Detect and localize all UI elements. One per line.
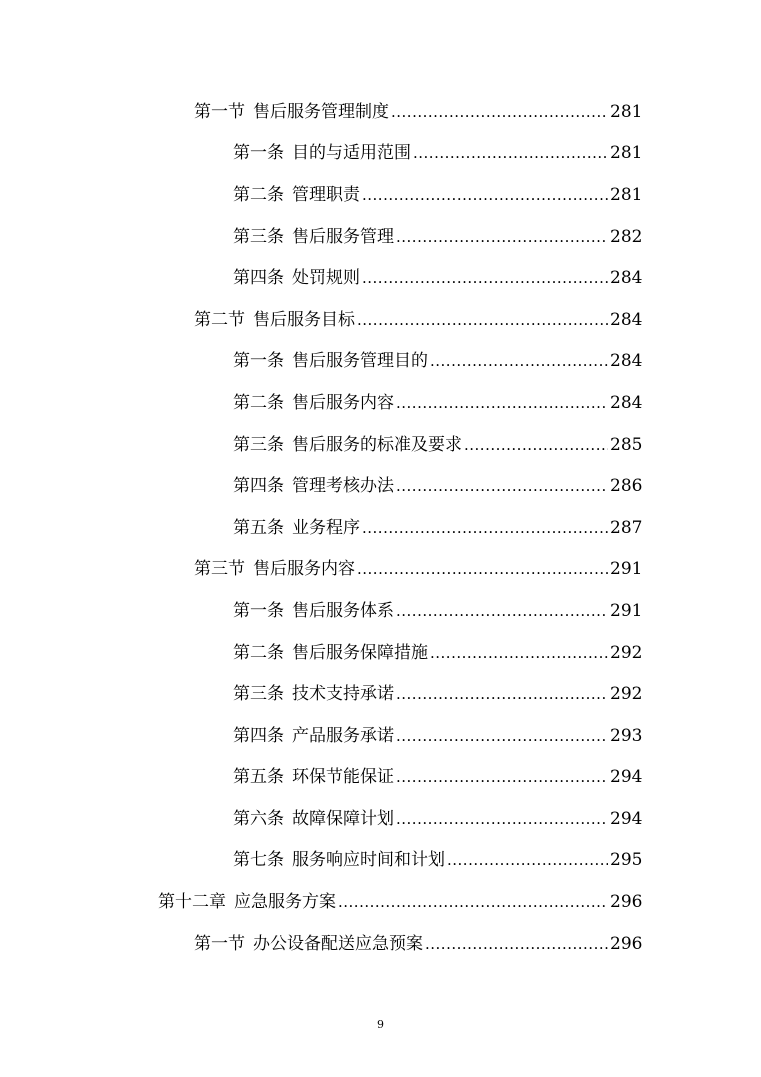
dot-leader <box>362 268 608 288</box>
toc-entry-title: 环保节能保证 <box>292 767 394 788</box>
toc-entry-title: 目的与适用范围 <box>292 143 411 164</box>
page-number: 9 <box>377 1018 384 1031</box>
toc-entry-label <box>233 351 428 371</box>
toc-entry-page: 282 <box>610 226 643 247</box>
dot-leader <box>396 809 608 829</box>
toc-entry-title: 故障保障计划 <box>292 808 394 829</box>
toc-entry-title: 业务程序 <box>292 517 360 538</box>
dot-leader <box>396 393 608 413</box>
toc-entry[interactable] <box>0 174 761 216</box>
dot-leader <box>396 726 608 746</box>
toc-entry-page: 296 <box>610 892 643 913</box>
toc-entry-label <box>194 102 389 122</box>
dot-leader <box>413 143 608 163</box>
toc-entry-title: 售后服务体系 <box>292 600 394 621</box>
toc-entry-title: 办公设备配送应急预案 <box>253 933 423 954</box>
toc-entry-number: 第三条 <box>233 684 284 705</box>
toc-entry-number: 第四条 <box>233 268 284 289</box>
toc-entry[interactable] <box>0 341 761 383</box>
toc-entry-title: 售后服务目标 <box>253 309 355 330</box>
toc-entry-page: 291 <box>610 559 643 580</box>
toc-entry-label <box>233 684 394 704</box>
toc-entry-label <box>233 143 411 163</box>
toc-entry-number: 第三节 <box>194 559 245 580</box>
toc-entry-label <box>233 643 428 663</box>
toc-entry-title: 售后服务内容 <box>292 392 394 413</box>
dot-leader <box>362 185 608 205</box>
toc-entry-page: 294 <box>610 808 643 829</box>
toc-entry-number: 第五条 <box>233 767 284 788</box>
toc-entry-number: 第四条 <box>233 725 284 746</box>
toc-entry-number: 第五条 <box>233 517 284 538</box>
toc-entry[interactable] <box>0 881 761 923</box>
toc-entry-number: 第二条 <box>233 642 284 663</box>
toc-entry-label <box>233 601 394 621</box>
toc-entry-number: 第一节 <box>194 933 245 954</box>
toc-entry-page: 287 <box>610 517 643 538</box>
table-of-contents <box>0 91 761 964</box>
toc-entry-number: 第一条 <box>233 351 284 372</box>
toc-entry-title: 管理考核办法 <box>292 476 394 497</box>
dot-leader <box>425 934 608 954</box>
toc-entry[interactable] <box>0 840 761 882</box>
dot-leader <box>447 850 608 870</box>
toc-entry[interactable] <box>0 216 761 258</box>
toc-entry[interactable] <box>0 465 761 507</box>
dot-leader <box>357 559 608 579</box>
toc-entry-number: 第七条 <box>233 850 284 871</box>
toc-entry-page: 292 <box>610 684 643 705</box>
toc-entry-page: 284 <box>610 351 643 372</box>
toc-entry-label <box>233 767 394 787</box>
toc-entry[interactable] <box>0 923 761 965</box>
toc-entry-number: 第三条 <box>233 226 284 247</box>
toc-entry-title: 处罚规则 <box>292 268 360 289</box>
toc-entry-number: 第三条 <box>233 434 284 455</box>
toc-entry[interactable] <box>0 632 761 674</box>
toc-entry-page: 281 <box>610 143 643 164</box>
toc-entry[interactable] <box>0 798 761 840</box>
toc-entry-number: 第二节 <box>194 309 245 330</box>
dot-leader <box>464 435 608 455</box>
toc-entry-number: 第二条 <box>233 184 284 205</box>
toc-entry-label <box>233 850 445 870</box>
toc-entry-title: 售后服务内容 <box>253 559 355 580</box>
dot-leader <box>396 476 608 496</box>
dot-leader <box>396 227 608 247</box>
toc-entry-page: 292 <box>610 642 643 663</box>
toc-entry-number: 第一条 <box>233 600 284 621</box>
dot-leader <box>357 310 608 330</box>
toc-entry-label <box>233 185 360 205</box>
toc-entry-number: 第一条 <box>233 143 284 164</box>
toc-entry-number: 第六条 <box>233 808 284 829</box>
dot-leader <box>396 601 608 621</box>
toc-entry-page: 291 <box>610 600 643 621</box>
toc-entry-title: 服务响应时间和计划 <box>292 850 445 871</box>
toc-entry-page: 285 <box>610 434 643 455</box>
dot-leader <box>338 892 608 912</box>
toc-entry-page: 284 <box>610 309 643 330</box>
toc-entry-page: 295 <box>610 850 643 871</box>
toc-entry[interactable] <box>0 757 761 799</box>
toc-entry-label <box>194 559 355 579</box>
toc-entry-title: 售后服务管理制度 <box>253 101 389 122</box>
toc-entry-label <box>158 892 336 912</box>
toc-entry-title: 售后服务管理 <box>292 226 394 247</box>
toc-entry-label <box>233 809 394 829</box>
toc-entry[interactable] <box>0 424 761 466</box>
toc-entry-label <box>233 435 462 455</box>
toc-entry-title: 售后服务管理目的 <box>292 351 428 372</box>
toc-entry-label <box>233 518 360 538</box>
toc-entry[interactable] <box>0 673 761 715</box>
toc-entry-page: 296 <box>610 933 643 954</box>
toc-entry[interactable] <box>0 382 761 424</box>
toc-entry-label <box>233 726 394 746</box>
toc-entry-label <box>194 934 423 954</box>
toc-entry-label <box>233 268 360 288</box>
toc-entry-label <box>233 227 394 247</box>
dot-leader <box>430 351 608 371</box>
toc-entry-page: 293 <box>610 725 643 746</box>
toc-entry-title: 产品服务承诺 <box>292 725 394 746</box>
toc-entry-label <box>233 476 394 496</box>
toc-entry-page: 284 <box>610 392 643 413</box>
toc-entry-page: 286 <box>610 476 643 497</box>
dot-leader <box>396 684 608 704</box>
toc-entry[interactable] <box>0 549 761 591</box>
dot-leader <box>362 518 608 538</box>
toc-entry-page: 294 <box>610 767 643 788</box>
toc-entry-page: 281 <box>610 101 643 122</box>
toc-entry-title: 售后服务的标准及要求 <box>292 434 462 455</box>
toc-entry[interactable] <box>0 507 761 549</box>
dot-leader <box>396 767 608 787</box>
toc-entry[interactable] <box>0 91 761 133</box>
toc-entry-title: 管理职责 <box>292 184 360 205</box>
toc-entry[interactable] <box>0 590 761 632</box>
toc-entry-label <box>194 310 355 330</box>
dot-leader <box>430 643 608 663</box>
toc-entry-label <box>233 393 394 413</box>
toc-entry-page: 281 <box>610 184 643 205</box>
toc-entry[interactable] <box>0 257 761 299</box>
toc-entry-title: 售后服务保障措施 <box>292 642 428 663</box>
toc-entry-page: 284 <box>610 268 643 289</box>
toc-entry-title: 应急服务方案 <box>234 892 336 913</box>
toc-entry[interactable] <box>0 299 761 341</box>
toc-entry-number: 第四条 <box>233 476 284 497</box>
toc-entry[interactable] <box>0 133 761 175</box>
toc-entry-number: 第二条 <box>233 392 284 413</box>
toc-entry-number: 第一节 <box>194 101 245 122</box>
dot-leader <box>391 102 608 122</box>
toc-entry-title: 技术支持承诺 <box>292 684 394 705</box>
toc-entry-number: 第十二章 <box>158 892 226 913</box>
toc-entry[interactable] <box>0 715 761 757</box>
